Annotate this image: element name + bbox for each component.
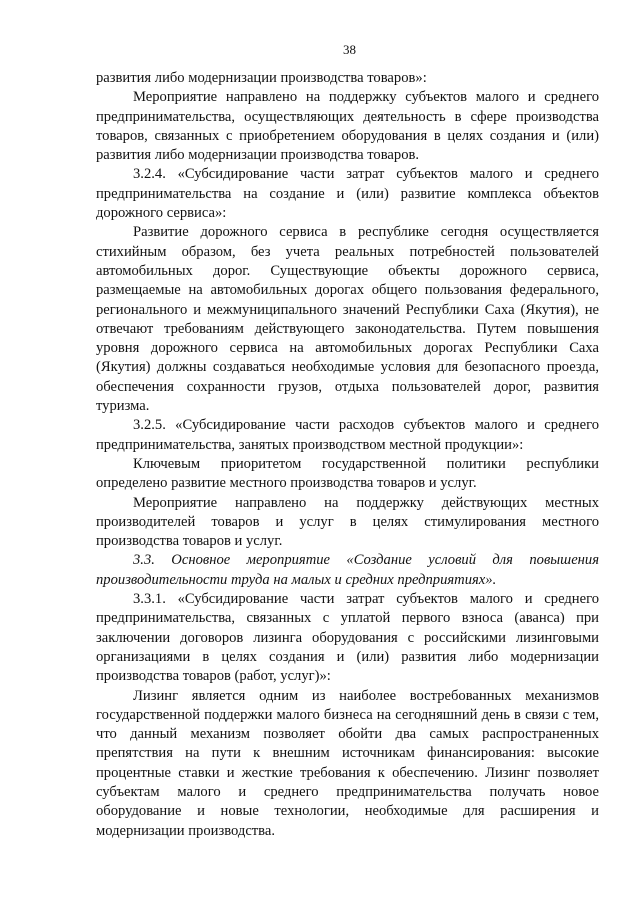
paragraph-item-3-3-heading: 3.3. Основное мероприятие «Создание условий для повышения производительности труда на малых и средних предприятиях».: [96, 552, 599, 588]
paragraph-key-priority: Ключевым приоритетом государственной политики республики определено развитие местного производства товаров и услуг.: [96, 455, 599, 492]
paragraph-leasing: Лизинг является одним из наиболее востребованных механизмов государственной поддержки малого бизнеса на сегодняшний день в связи с тем, что данный механизм позволяет обойти два самых распространенных препятствия на пути к внешним источникам финансирования: высокие процентные ставки и жесткие требования к обеспечению. Лизинг позволяет субъектам малого и среднего предпринимательства получать новое оборудование и новые технологии, необходимые для расширения и модернизации производства.: [96, 687, 599, 839]
paragraph-measure-local-producers: Мероприятие направлено на поддержку действующих местных производителей товаров и услуг в целях стимулирования местного производства товаров и услуг.: [96, 494, 599, 550]
paragraph-item-3-2-4: 3.2.4. «Субсидирование части затрат субъектов малого и среднего предпринимательства на создание и (или) развитие комплекса объектов дорожного сервиса»:: [96, 166, 599, 222]
page-number: 38: [343, 42, 356, 57]
paragraph-item-3-2-5: 3.2.5. «Субсидирование части расходов субъектов малого и среднего предпринимательства, занятых производством местной продукции»:: [96, 417, 599, 453]
paragraph-continuation: развития либо модернизации производства товаров»:: [96, 70, 427, 86]
paragraph-measure-description-equipment: Мероприятие направлено на поддержку субъектов малого и среднего предпринимательства, осуществляющих деятельность в сфере производства товаров, связанных с приобретением оборудования в целях создания и (или) развития либо модернизации производства товаров.: [96, 89, 599, 164]
paragraph-item-3-3-1: 3.3.1. «Субсидирование части затрат субъектов малого и среднего предпринимательства, связанных с уплатой первого взноса (аванса) при заключении договоров лизинга оборудования с российскими лизинговыми организациями в целях создания и (или) развития либо модернизации производства товаров (работ, услуг)»:: [96, 591, 599, 685]
document-page: [96, 40, 599, 841]
paragraph-road-service: Развитие дорожного сервиса в республике сегодня осуществляется стихийным образом, без учета реальных потребностей пользователей автомобильных дорог. Существующие объекты дорожного сервиса, размещаемые на автомобильных дорогах общего пользования федерального, регионального и межмуниципального значений Республики Саха (Якутия), не отвечают требованиям действующего законодательства. Путем повышения уровня дорожного сервиса на автомобильных дорогах Республики Саха (Якутия) должны создаваться необходимые условия для безопасного проезда, обеспечения сохранности грузов, отдыха пользователей дорог, развития туризма.: [96, 224, 599, 415]
